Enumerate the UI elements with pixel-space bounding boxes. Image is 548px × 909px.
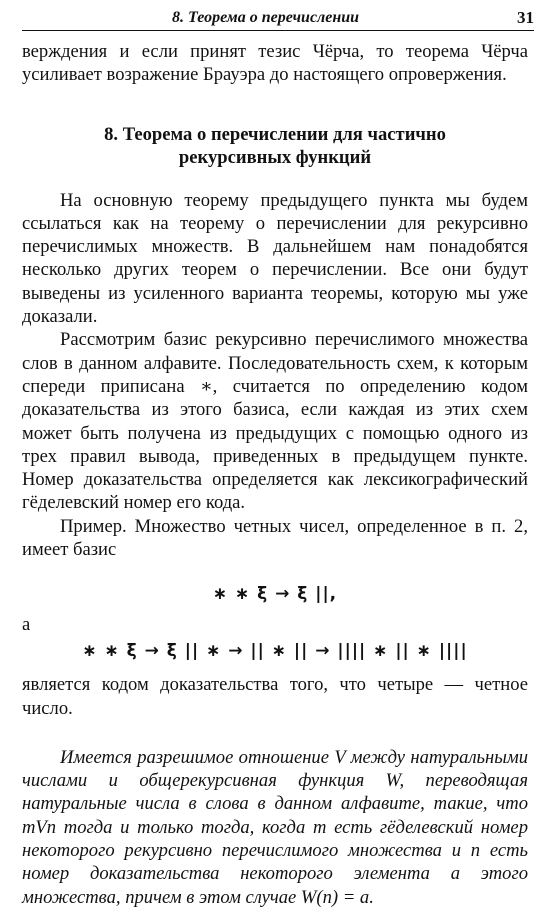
intro-paragraph: верждения и если принят тезис Чёрча, то теорема Чёрча усиливает возражение Брауэра до настоящего опровержения.	[22, 41, 528, 86]
connector-word: а	[22, 613, 31, 635]
formula-proof-code: ∗ ∗ ξ → ξ || ∗ → || ∗ || → |||| ∗ || ∗ ||||	[82, 640, 468, 661]
conclusion-paragraph: является кодом доказательства того, что четыре — четное число.	[22, 674, 528, 719]
page-number: 31	[517, 8, 534, 27]
paragraph-3: Пример. Множество четных чисел, определенное в п. 2, имеет базис	[22, 515, 528, 561]
paragraph-2: Рассмотрим базис рекурсивно перечислимого множества слов в данном алфавите. Последовательность схем, к которым спереди приписана ∗, считается по определению кодом доказательства из этого базиса, если каждая из этих схем может быть получена из предыдущих с помощью одного из трех правил вывода, приведенных в предыдущем пункте. Номер доказательства определяется как лексикографический гёделевский номер его кода.	[22, 329, 528, 514]
theorem-statement: Имеется разрешимое отношение V между натуральными числами и общерекурсивная функция W, переводящая натуральные числа в слова в данном алфавите, такие, что mVn тогда и только тогда, когда m есть гёделевский номер некоторого рекурсивно перечислимого множества и n есть номер доказательства некоторого элемента a этого множества, причем в этом случае W(n) = a.	[22, 746, 528, 908]
section-heading-line-2: рекурсивных функций	[178, 146, 372, 168]
section-heading-line-1: 8. Теорема о перечислении для частично	[104, 123, 446, 145]
page-body	[22, 40, 528, 909]
section-heading	[22, 123, 528, 169]
running-header	[22, 6, 534, 31]
running-title: 8. Теорема о перечислении	[172, 9, 360, 26]
paragraph-1: На основную теорему предыдущего пункта мы будем ссылаться как на теорему о перечислении для рекурсивно перечислимых множеств. В дальнейшем нам понадобятся несколько других теорем о перечислении. Все они будут выведены из усиленного варианта теоремы, которую мы уже доказали.	[22, 189, 528, 328]
formula-basis: ∗ ∗ ξ → ξ ||,	[212, 584, 338, 605]
